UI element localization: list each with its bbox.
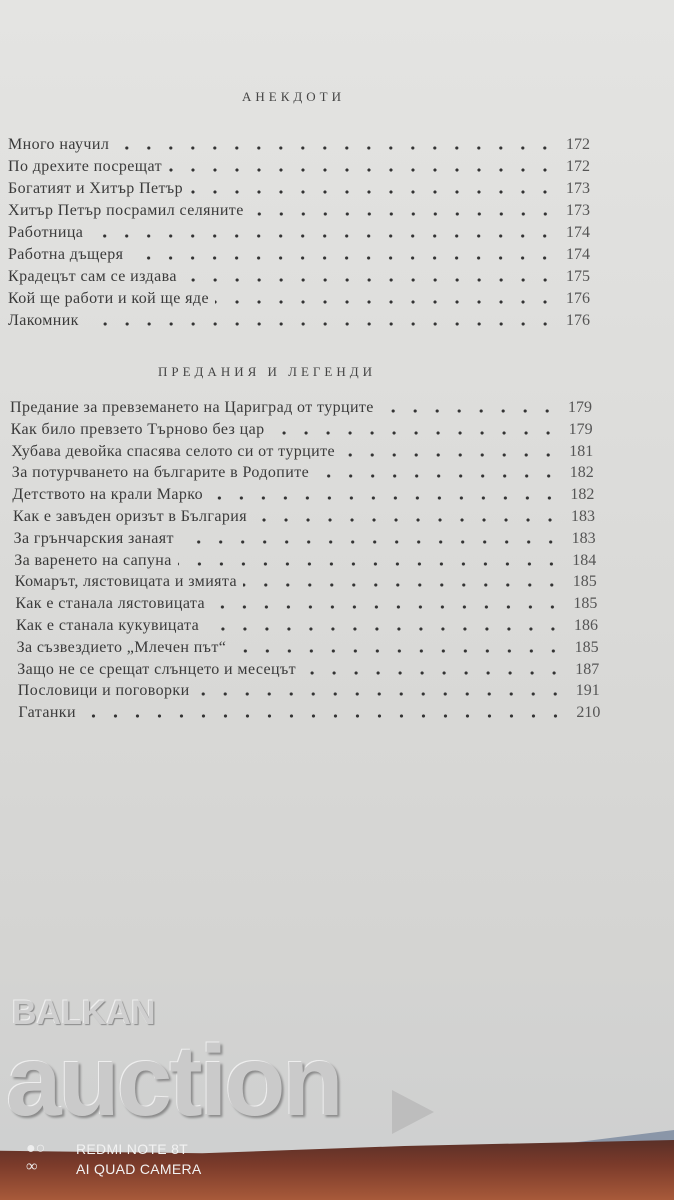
dot-leader [89,232,556,240]
toc-entry-page: 185 [574,638,599,656]
dot-leader [129,254,556,262]
toc-entry-title: Гатанки [18,704,76,722]
dot-leader [243,581,563,589]
toc-entry-page: 185 [573,595,598,613]
toc-entry [8,244,590,264]
toc-entry-title: Лакомник [8,312,79,329]
toc-entry-page: 179 [568,399,592,416]
toc-entry [11,419,593,439]
toc-entry [15,593,597,613]
toc-entry-title: Хитър Петър посрамил селяните [8,202,244,219]
toc-entry [8,266,590,286]
toc-entry [18,680,600,700]
toc-entry [12,484,594,504]
toc-entry-page: 174 [566,246,590,263]
toc-entry-page: 184 [572,551,597,569]
toc-entry [10,397,592,417]
toc-entry-page: 210 [576,704,601,722]
dot-leader [215,298,556,306]
toc-entry [8,222,590,242]
toc-entry-title: Комарът, лястовицата и змията [14,573,238,591]
toc-entry-title: Богатият и Хитър Петър [8,180,184,197]
dot-leader [209,494,560,502]
toc-entry-page: 173 [566,180,590,197]
watermark-logo-balkan: BALKAN [12,994,156,1032]
dot-leader [205,625,564,633]
dot-leader [180,538,562,546]
toc-entry-title: Пословици и поговорки [17,682,190,700]
toc-entry [12,462,594,482]
dot-leader [82,712,566,720]
toc-entry-page: 176 [566,290,590,307]
toc-entry-page: 191 [575,682,600,700]
dot-leader [85,320,556,328]
toc-entry-page: 182 [570,486,595,504]
toc-entry-title: Работница [8,224,84,241]
watermark-logo-auction: auction [6,1025,341,1137]
toc-entry [11,441,593,461]
toc-entry [17,659,599,679]
toc-entry-page: 172 [566,136,590,153]
toc-entry-page: 173 [566,202,590,219]
toc-entry [8,178,590,198]
dot-leader [253,516,561,524]
toc-entry-page: 183 [571,508,595,525]
camera-feature-label: AI QUAD CAMERA [76,1161,202,1177]
toc-entry [8,156,590,176]
dot-leader [189,188,556,196]
toc-entry [8,134,590,154]
toc-entry-page: 174 [566,224,590,241]
toc-entry-title: За съзвездието „Млечен път“ [16,638,227,656]
toc-entry [15,571,597,591]
toc-entry [8,288,590,308]
camera-model-label: REDMI NOTE 8T [76,1141,189,1157]
toc-entry-title: Детството на крали Марко [12,486,204,504]
section-heading: АНЕКДОТИ [242,89,345,104]
dot-leader [232,647,564,655]
toc-entry [8,200,590,220]
toc-entry [13,506,595,526]
dot-leader [178,560,562,568]
toc-entry-title: Как е станала кукувицата [16,617,200,634]
toc-entry-title: Крадецът сам се издава [8,268,177,285]
toc-entry-page: 176 [566,312,590,329]
toc-entry-page: 182 [569,464,594,482]
toc-entry-page: 186 [574,617,598,634]
dot-leader [315,472,560,480]
toc-entry-title: Предание за превземането на Цариград от турците [10,399,374,416]
dot-leader [302,669,565,677]
toc-entry-page: 187 [575,660,600,678]
toc-entry-page: 175 [566,268,590,285]
dot-leader [183,276,556,284]
toc-entry-title: За варенето на сапуна [14,551,172,569]
dot-leader [380,407,558,415]
toc-entry-page: 183 [571,529,596,547]
toc-entry-page: 185 [572,573,597,591]
dot-leader [250,210,556,218]
toc-entry-title: Много научил [8,136,110,153]
toc-entry [18,702,600,722]
toc-entry [8,310,590,330]
dot-leader [168,166,556,174]
dot-leader [115,144,556,152]
toc-entry-title: Как е станала лястовицата [15,595,205,613]
toc-entry-title: По дрехите посрещат [8,158,163,175]
watermark-play-icon [392,1090,434,1134]
toc-entry-title: Кой ще работи и кой ще яде [8,290,209,307]
toc-entry [16,615,598,635]
camera-lens-icon: ●○ ∞ [26,1140,46,1175]
toc-entry-page: 172 [566,158,590,175]
toc-entry-title: Как е завъден оризът в България [13,508,247,525]
toc-entry-title: Как било превзето Търново без цар [10,420,265,438]
dot-leader [271,429,559,437]
toc-entry-title: Хубава девойка спасява селото си от турците [11,442,335,460]
section-heading: ПРЕДАНИЯ И ЛЕГЕНДИ [158,364,377,379]
toc-entry-title: За потурчването на българите в Родопите [11,464,310,482]
toc-entry-page: 181 [569,442,594,460]
toc-entry-title: Защо не се срещат слънцето и месецът [17,660,297,678]
toc-entry-title: За грънчарския занаят [13,529,174,547]
toc-entry [17,637,599,657]
toc-entry [14,550,596,570]
dot-leader [341,451,559,459]
toc-entry-title: Работна дъщеря [8,246,124,263]
dot-leader [211,603,563,611]
toc-entry [14,528,596,548]
dot-leader [196,690,566,698]
toc-entry-page: 179 [568,420,593,438]
